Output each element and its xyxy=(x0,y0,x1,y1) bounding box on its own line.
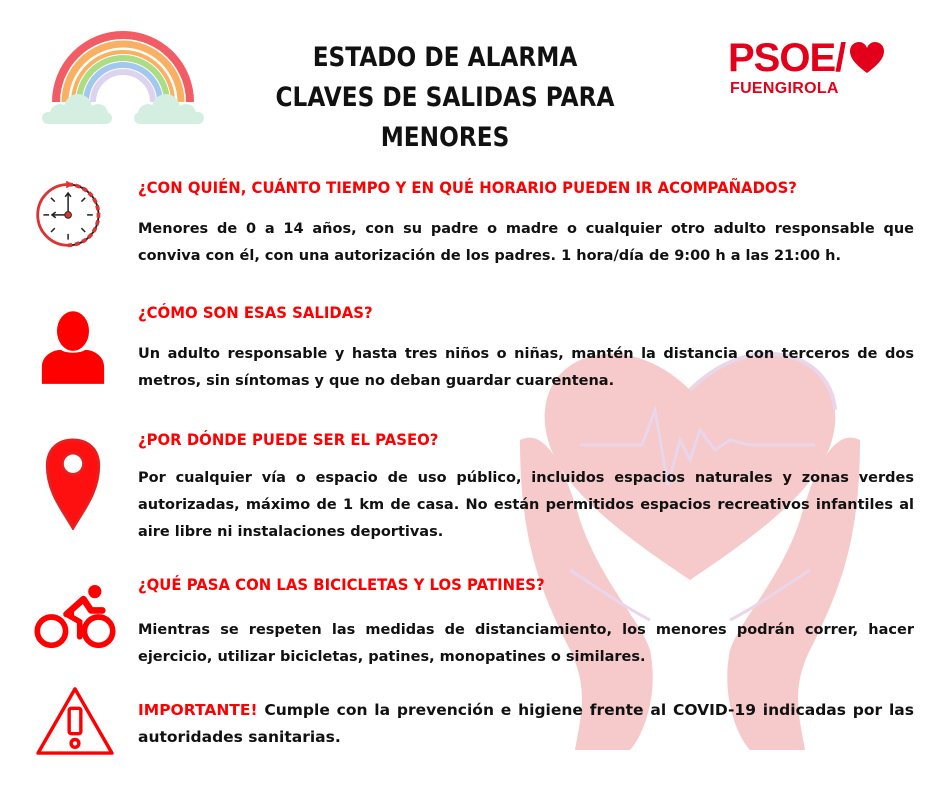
section-heading: ¿CÓMO SON ESAS SALIDAS? xyxy=(138,303,373,322)
section-body: Menores de 0 a 14 años, con su padre o madre o cualquier otro adulto responsable que conviva con él, con una autorización de los padres. 1 hora/día de 9:00 h a las 21:00 h. xyxy=(138,221,914,264)
heart-icon xyxy=(849,42,885,74)
logo-text: PSOE/ xyxy=(728,36,846,80)
section-body: Un adulto responsable y hasta tres niños o niñas, mantén la distancia con terceros de dos metros, sin síntomas y que no deban guardar cuarentena. xyxy=(138,346,914,389)
rainbow-icon xyxy=(38,20,208,124)
logo-subtitle: FUENGIROLA xyxy=(730,80,839,97)
person-icon xyxy=(40,310,106,386)
section-heading: ¿QUÉ PASA CON LAS BICICLETAS Y LOS PATINES? xyxy=(138,575,545,594)
clock-icon xyxy=(32,175,108,251)
section-heading: ¿POR DÓNDE PUEDE SER EL PASEO? xyxy=(138,430,439,449)
important-label: IMPORTANTE! xyxy=(138,701,258,719)
section-heading: ¿CON QUIÉN, CUÁNTO TIEMPO Y EN QUÉ HORARIO PUEDEN IR ACOMPAÑADOS? xyxy=(138,178,797,197)
page-title xyxy=(217,38,673,158)
title-line-1: ESTADO DE ALARMA xyxy=(312,42,578,73)
warning-icon xyxy=(34,685,116,757)
bicycle-icon xyxy=(32,584,118,650)
important-text: Cumple con la prevención e higiene frente al COVID-19 indicadas por las autoridades sanitarias. xyxy=(138,701,914,746)
section-body: Por cualquier vía o espacio de uso público, incluidos espacios naturales y zonas verdes autorizadas, máximo de 1 km de casa. No están permitidos espacios recreativos infantiles al aire libre ni instalaciones deportivas. xyxy=(138,470,914,540)
title-line-2: CLAVES DE SALIDAS PARA MENORES xyxy=(275,82,615,153)
section-body: Mientras se respeten las medidas de distanciamiento, los menores podrán correr, hacer ejercicio, utilizar bicicletas, patines, monopatines o similares. xyxy=(138,622,914,665)
location-pin-icon xyxy=(45,438,101,530)
psoe-logo xyxy=(728,38,885,98)
section-body xyxy=(138,697,914,751)
